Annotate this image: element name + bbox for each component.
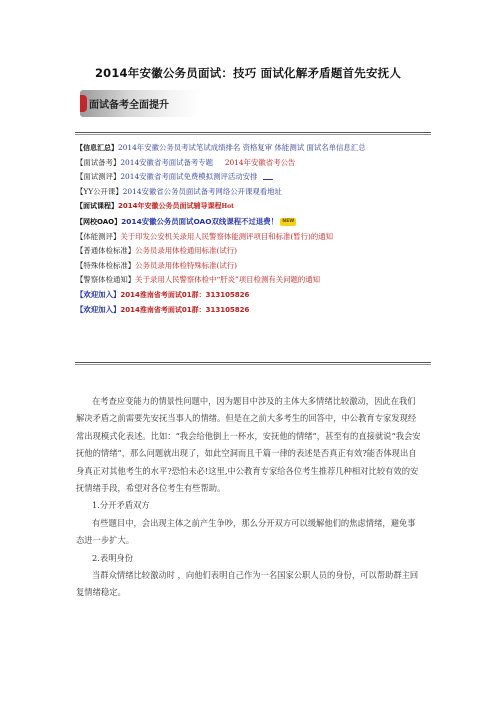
info-link-oao[interactable]: 2014安徽公务员面试OAO双线课程不过退费！ bbox=[121, 216, 279, 226]
section-heading: 2.表明身份 bbox=[92, 552, 134, 563]
section-heading: 1.分开矛盾双方 bbox=[92, 500, 150, 511]
info-row-yy bbox=[76, 185, 422, 200]
info-row-prep bbox=[76, 156, 422, 171]
info-row-special-exam bbox=[76, 259, 422, 274]
info-label: 【欢迎加入】 bbox=[76, 289, 121, 299]
new-badge: NEW bbox=[282, 218, 295, 224]
paragraph: 当群众情绪比较激动时 ，向他们表明自己作为一名国家公职人员的身份，可以帮助群主回复情绪稳定。 bbox=[76, 570, 419, 598]
info-label: 【网校OAO】 bbox=[76, 217, 122, 226]
bottom-rule-double bbox=[75, 364, 431, 365]
section-banner bbox=[80, 90, 200, 117]
underline-gap bbox=[263, 171, 273, 180]
info-row-general-exam bbox=[76, 244, 422, 259]
paragraph: 有些题目中，会出现主体之前产生争吵，那么分开双方可以缓解他们的焦虑情绪，避免事态进一步扩大。 bbox=[76, 517, 416, 546]
info-link-course[interactable]: 2014年安徽公务员面试辅导课程 bbox=[118, 202, 222, 211]
info-row-join-2 bbox=[76, 303, 422, 318]
info-link-qq-group[interactable]: 2014淮南省考面试01群：313105826 bbox=[120, 290, 250, 299]
info-link-special-exam[interactable]: 公务员录用体检特殊标准(试行) bbox=[135, 260, 237, 270]
info-label: 【面试课程】 bbox=[76, 202, 118, 211]
info-label: 【体能测评】 bbox=[76, 231, 121, 241]
info-row-assessment bbox=[76, 170, 422, 185]
info-row-summary bbox=[76, 141, 422, 156]
info-label: 【特殊体检标准】 bbox=[76, 260, 136, 270]
banner-label: 面试备考全面提升 bbox=[89, 100, 169, 111]
info-row-police-exam bbox=[76, 273, 422, 288]
info-label: 【面试备考】 bbox=[76, 157, 121, 167]
info-label: 【警察体检通知】 bbox=[76, 275, 136, 285]
info-label: 【普通体检标准】 bbox=[76, 246, 136, 256]
article-body bbox=[76, 393, 422, 602]
info-link-yy-class[interactable]: 2014安徽省公务员面试备考网络公开课观看地址 bbox=[122, 186, 282, 196]
info-link-summary[interactable]: 2014年安徽公务员考试笔试成绩排名 资格复审 体能测试 面试名单信息汇总 bbox=[118, 143, 366, 152]
page-title: 2014年安徽公务员面试：技巧 面试化解矛盾题首先安抚人 bbox=[94, 66, 402, 80]
banner-accent-mark bbox=[80, 95, 87, 112]
info-link-announcement[interactable]: 2014年安徽省考公告 bbox=[224, 157, 296, 167]
info-row-oao bbox=[76, 215, 422, 230]
info-link-fitness[interactable]: 关于印发公安机关录用人民警察体能测评项目和标准(暂行)的通知 bbox=[120, 231, 334, 241]
info-link-police-exam[interactable]: 关于录用人民警察体检中“肝炎”项目检测有关问题的通知 bbox=[135, 275, 321, 285]
info-link-qq-group[interactable]: 2014淮南省考面试01群：313105826 bbox=[120, 305, 250, 314]
info-link-general-exam[interactable]: 公务员录用体检通用标准(试行) bbox=[135, 246, 237, 256]
bottom-rule bbox=[75, 362, 431, 363]
top-rule bbox=[75, 132, 431, 133]
info-label: 【面试测评】 bbox=[76, 172, 121, 182]
info-label: 【YY公开课】 bbox=[76, 186, 123, 196]
info-link-assessment[interactable]: 2014安徽省考面试免费模拟测评活动安排 bbox=[120, 172, 258, 182]
paragraph: 在考查应变能力的情景性问题中，因为题目中涉及的主体大多情绪比较激动，因此在我们解决矛盾之前需要先安抚当事人的情绪。但是在之前大多考生的回答中，中公教育专家发现经常出现模式化表述。比如：“我会给他倒上一杯水，安抚他的情绪”，甚至有的直接就说“我会安抚他的情绪”，那么问题就出现了，如此空洞而且千篇一律的表述是否真正有效?能否体现出自身真正对其他考生的水平?恐怕未必!这里,中公教育专家给各位考生推荐几种相对比较有效的安抚情绪手段，希望对各位考生有些帮助。 bbox=[76, 396, 421, 494]
info-row-course bbox=[76, 199, 422, 215]
info-link-prep-topic[interactable]: 2014安徽省考面试备考专题 bbox=[120, 157, 214, 167]
hot-tag: Hot bbox=[221, 203, 234, 211]
info-row-join-1 bbox=[76, 288, 422, 303]
info-label: 【欢迎加入】 bbox=[76, 304, 121, 314]
top-rule-double bbox=[75, 134, 431, 135]
info-row-fitness bbox=[76, 230, 422, 245]
info-links-box bbox=[76, 141, 422, 317]
info-label: 【信息汇总】 bbox=[76, 144, 118, 152]
